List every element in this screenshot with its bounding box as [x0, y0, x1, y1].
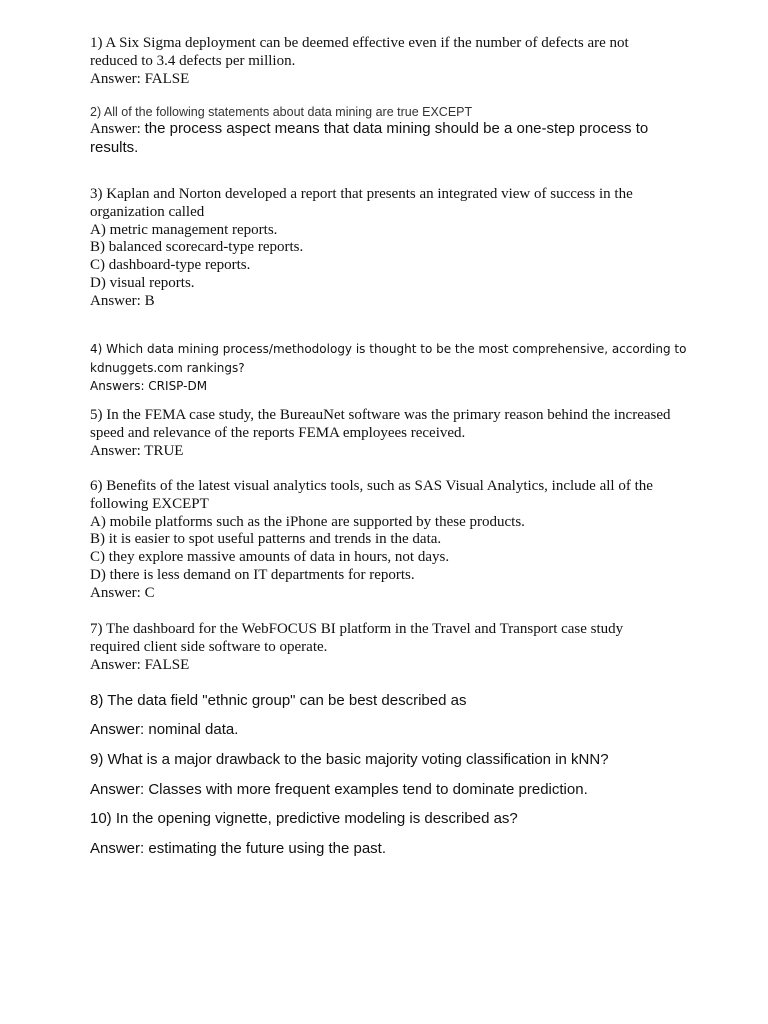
- question-8-answer: Answer: nominal data.: [90, 721, 239, 738]
- question-10: [90, 810, 690, 828]
- question-3-line-1: 3) Kaplan and Norton developed a report that presents an integrated view of success in the: [90, 186, 633, 202]
- question-10-answer-block: [90, 840, 690, 858]
- question-5-line-2: speed and relevance of the reports FEMA employees received.: [90, 424, 466, 441]
- question-3-option-d: D) visual reports.: [90, 274, 195, 291]
- question-2-answer-label: Answer:: [90, 121, 145, 137]
- question-6-answer: Answer: C: [90, 584, 155, 601]
- question-7-line-2: required client side software to operate.: [90, 638, 328, 655]
- question-10-text: 10) In the opening vignette, predictive modeling is described as?: [90, 810, 518, 827]
- question-6-option-c: C) they explore massive amounts of data in hours, not days.: [90, 549, 450, 566]
- question-6-option-b: B) it is easier to spot useful patterns and trends in the data.: [90, 531, 442, 548]
- question-4-line-2: kdnuggets.com rankings?: [90, 360, 245, 375]
- question-1: [90, 35, 690, 88]
- question-1-answer: Answer: FALSE: [90, 70, 190, 87]
- question-2-answer: [90, 120, 670, 157]
- question-8-answer-block: [90, 721, 690, 739]
- question-9-text: 9) What is a major drawback to the basic majority voting classification in kNN?: [90, 751, 609, 768]
- question-3-line-2: organization called: [90, 203, 205, 220]
- question-6-line-2: following EXCEPT: [90, 495, 209, 512]
- question-10-answer: Answer: estimating the future using the past.: [90, 840, 386, 857]
- question-5-answer: Answer: TRUE: [90, 442, 184, 459]
- question-8-text: 8) The data field "ethnic group" can be best described as: [90, 692, 467, 709]
- question-4-answer: Answers: CRISP-DM: [90, 379, 208, 393]
- question-5-line-1: 5) In the FEMA case study, the BureauNet software was the primary reason behind the increased: [90, 407, 671, 423]
- question-7-line-1: 7) The dashboard for the WebFOCUS BI platform in the Travel and Transport case study: [90, 621, 624, 637]
- question-3-answer: Answer: B: [90, 292, 155, 309]
- question-9: [90, 751, 690, 769]
- question-6-option-d: D) there is less demand on IT departments for reports.: [90, 566, 415, 583]
- question-3: [90, 186, 690, 311]
- question-5: [90, 407, 690, 460]
- question-9-answer: Answer: Classes with more frequent examples tend to dominate prediction.: [90, 781, 588, 798]
- question-2-text: 2) All of the following statements about data mining are true EXCEPT: [90, 105, 473, 119]
- question-2: [90, 105, 690, 157]
- question-6: [90, 478, 690, 603]
- question-9-answer-block: [90, 781, 690, 799]
- question-8: [90, 692, 690, 710]
- question-6-option-a: A) mobile platforms such as the iPhone are supported by these products.: [90, 513, 525, 530]
- question-2-answer-text: the process aspect means that data mining should be a one-step process to results.: [90, 120, 649, 156]
- question-7-answer: Answer: FALSE: [90, 656, 190, 673]
- question-3-option-b: B) balanced scorecard-type reports.: [90, 239, 304, 256]
- question-3-option-c: C) dashboard-type reports.: [90, 257, 251, 274]
- question-7: [90, 621, 690, 674]
- question-4: [90, 340, 690, 396]
- question-6-line-1: 6) Benefits of the latest visual analytics tools, such as SAS Visual Analytics, include all of the: [90, 478, 653, 494]
- question-1-line-2: reduced to 3.4 defects per million.: [90, 52, 296, 69]
- question-1-line-1: 1) A Six Sigma deployment can be deemed effective even if the number of defects are not: [90, 35, 629, 51]
- question-3-option-a: A) metric management reports.: [90, 221, 278, 238]
- question-4-line-1: 4) Which data mining process/methodology is thought to be the most comprehensive, according to: [90, 342, 687, 356]
